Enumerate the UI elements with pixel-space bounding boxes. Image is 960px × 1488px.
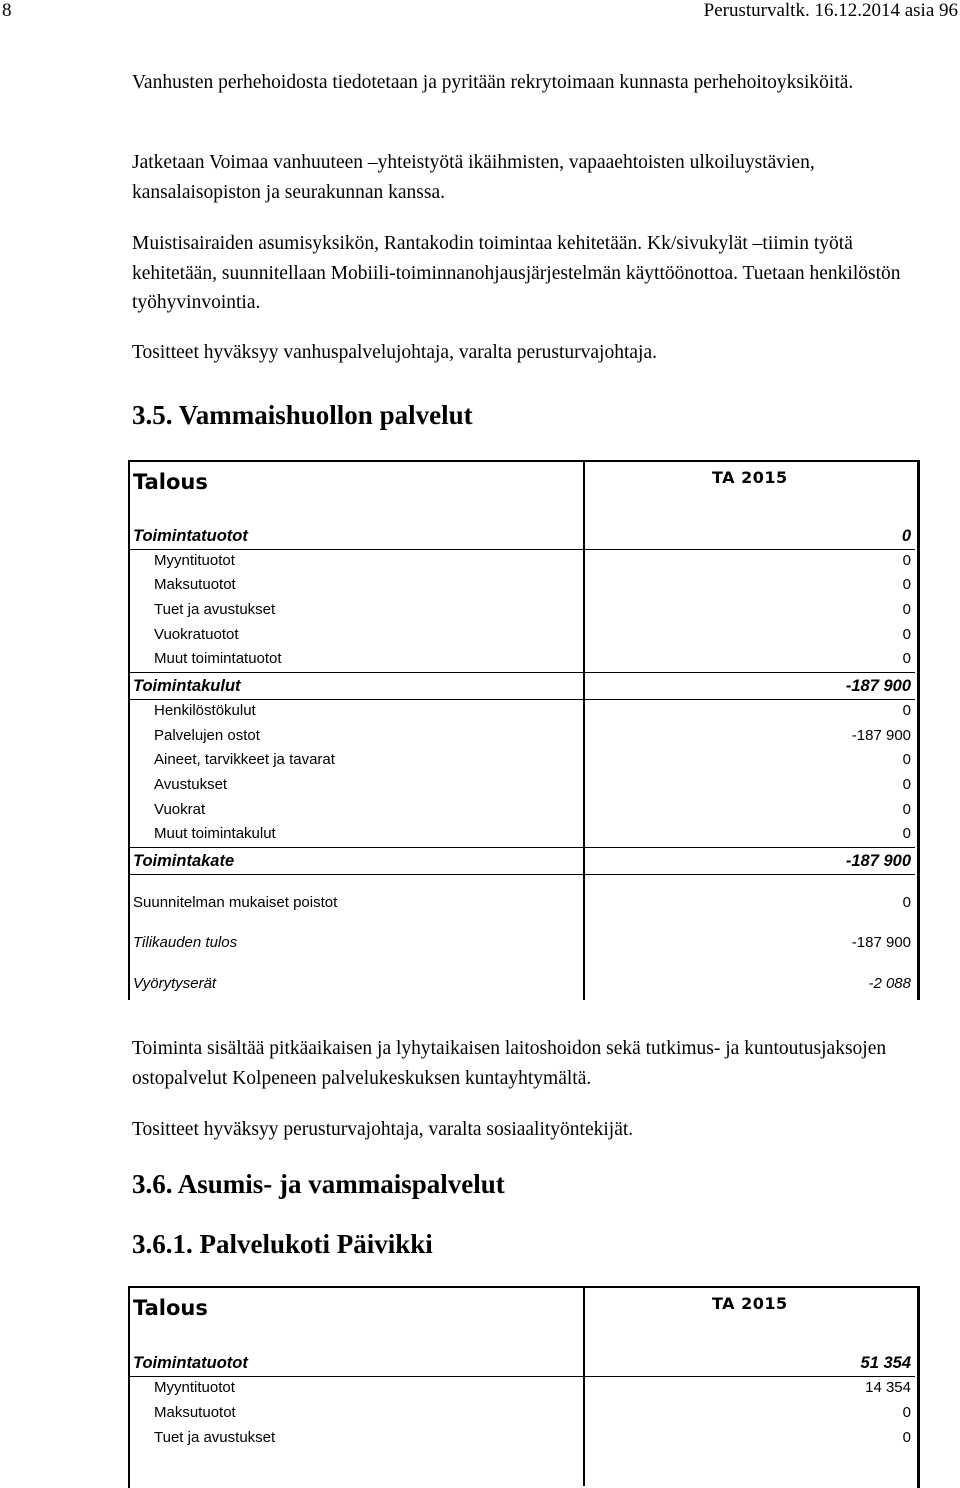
page-header	[0, 0, 960, 30]
heading-asumis-vammaispalvelut: 3.6. Asumis- ja vammaispalvelut	[132, 1169, 505, 1199]
budget-table-vammaishuolto: Talous TA 2015 Toimintatuotot 0 Myyntituotot 0 Maksutuotot 0 Tuet ja avustukset 0 Vuokratuotot 0 Muut toimintatuotot 0 Toimintakulut -187 900 Henkilöstökulut 0 Palvelujen ostot -187 900 Aineet, tarvikkeet ja tavarat 0 Avustukset 0 Vuokrat 0 Muut toimintakulut 0 Toimintakate -187 900 Suunnitelman mukaiset poistot 0 Tilikauden tulos -187 900 Vyörytyserät -2 088	[128, 460, 918, 1020]
column-header-ta2015: TA 2015	[712, 1294, 788, 1313]
table-row: Vuokratuotot 0	[154, 626, 911, 643]
paragraph-perhehoito: Vanhusten perhehoidosta tiedotetaan ja pyritään rekrytoimaan kunnasta perhehoitoyksiköitä.	[132, 72, 854, 93]
table-row: Toimintakate -187 900	[128, 849, 915, 875]
table-row: Maksutuotot 0	[154, 1404, 911, 1421]
table-row: Tuet ja avustukset 0	[154, 1429, 911, 1446]
page-number: 8	[2, 0, 12, 21]
heading-palvelukoti-paivikki: 3.6.1. Palvelukoti Päivikki	[132, 1229, 433, 1259]
table-title: Talous	[133, 1296, 208, 1320]
table-row: Maksutuotot 0	[154, 576, 911, 593]
paragraph-tositteet-1: Tositteet hyväksyy vanhuspalvelujohtaja, varalta perusturvajohtaja.	[132, 342, 657, 363]
budget-table-paivikki	[128, 1286, 918, 1455]
table-row: Vuokrat 0	[154, 801, 911, 818]
table-row: Tuet ja avustukset 0	[154, 601, 911, 618]
table-row: Myyntituotot 14 354	[154, 1379, 911, 1396]
heading-vammaishuolto: 3.5. Vammaishuollon palvelut	[132, 400, 473, 430]
table-row: Toimintakulut -187 900	[128, 674, 915, 700]
table-row: Palvelujen ostot -187 900	[154, 727, 911, 744]
paragraph-tositteet-2: Tositteet hyväksyy perusturvajohtaja, varalta sosiaalityöntekijät.	[132, 1119, 634, 1140]
table-row: Toimintatuotot 51 354	[128, 1351, 915, 1377]
table-row: Avustukset 0	[154, 776, 911, 793]
paragraph-muistisairaat: Muistisairaiden asumisyksikön, Rantakodin toimintaa kehitetään. Kk/sivukylät –tiimin työtä kehitetään, suunnitellaan Mobiili-toiminnanohjausjärjestelmän käyttöönottoa. Tuetaan henkilöstön työhyvinvointia.	[132, 233, 901, 313]
paragraph-toiminta: Toiminta sisältää pitkäaikaisen ja lyhytaikaisen laitoshoidon sekä tutkimus- ja kuntoutusjaksojen ostopalvelut Kolpeneen palvelukeskuksen kuntayhtymältä.	[132, 1038, 887, 1089]
table-row: Toimintatuotot 0	[128, 524, 915, 550]
table-row: Henkilöstökulut 0	[154, 702, 911, 719]
table-row: Myyntituotot 0	[154, 552, 911, 569]
running-head: Perusturvaltk. 16.12.2014 asia 96	[703, 0, 958, 21]
table-row: Aineet, tarvikkeet ja tavarat 0	[154, 751, 911, 768]
table-row: Muut toimintatuotot 0	[128, 647, 915, 673]
table-row: Muut toimintakulut 0	[128, 822, 915, 848]
table-title: Talous	[133, 470, 208, 494]
column-header-ta2015: TA 2015	[712, 468, 788, 487]
paragraph-voimaa-vanhuuteen: Jatketaan Voimaa vanhuuteen –yhteistyötä ikäihmisten, vapaaehtoisten ulkoiluystävien, kansalaisopiston ja seurakunnan kanssa.	[132, 152, 815, 203]
